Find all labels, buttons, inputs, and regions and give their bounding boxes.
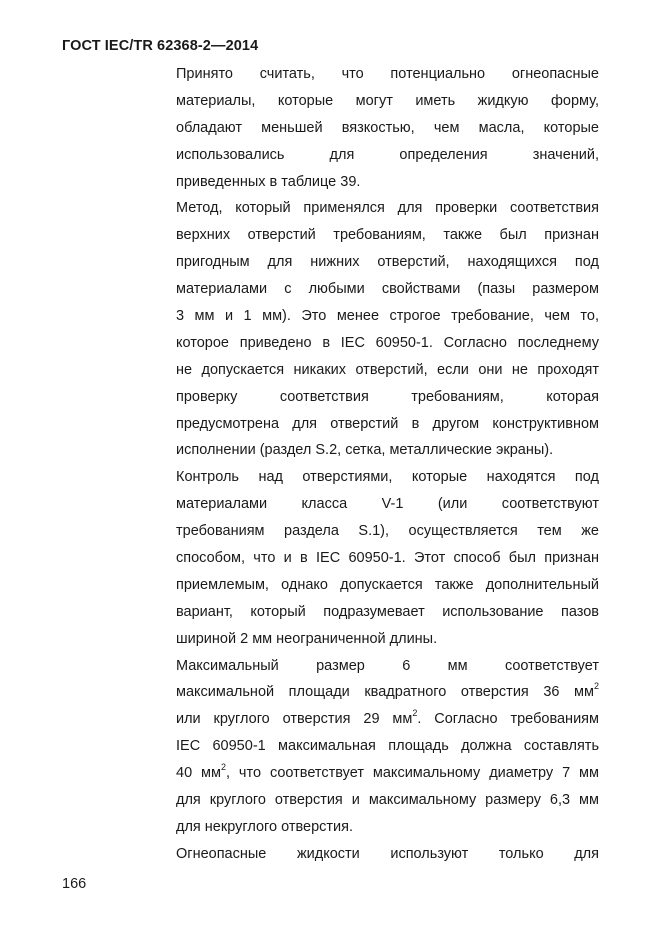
text-line	[176, 303, 599, 330]
text-line-content: приемлемым, однако допускается также дополнительный	[176, 576, 599, 593]
text-line	[176, 384, 599, 411]
text-line	[176, 545, 599, 572]
text-line-content: IEC 60950-1 максимальная площадь должна составлять	[176, 738, 599, 755]
paragraph	[176, 841, 599, 868]
text-line-content: для круглого отверстия и максимальному размеру 6,3 мм	[176, 792, 599, 809]
text-line-content: материалы, которые могут иметь жидкую форму,	[176, 92, 599, 109]
text-line-content: 3 мм и 1 мм). Это менее строгое требование, чем то,	[176, 308, 599, 325]
text-line-content: 40 мм	[176, 765, 221, 782]
text-line-content: Метод, который применялся для проверки соответствия	[176, 200, 599, 217]
superscript: 2	[412, 708, 418, 719]
text-line	[176, 195, 599, 222]
text-line-content: исполнении (раздел S.2, сетка, металлические экраны).	[176, 442, 554, 459]
text-line	[176, 679, 599, 706]
text-line	[176, 518, 599, 545]
text-line	[176, 330, 599, 357]
text-line	[176, 626, 599, 653]
text-line-continuation: , что соответствует максимальному диаметру 7 мм	[226, 765, 599, 782]
text-line	[176, 841, 599, 868]
text-line	[176, 760, 599, 787]
text-line	[176, 61, 599, 88]
text-line-content: верхних отверстий требованиям, также был признан	[176, 227, 599, 244]
text-line-continuation: . Согласно требованиям	[417, 711, 599, 728]
text-line-content: пригодным для нижних отверстий, находящихся под	[176, 254, 599, 271]
text-line	[176, 653, 599, 680]
text-line-content: материалами с любыми свойствами (пазы размером	[176, 281, 599, 298]
text-line-content: проверку соответствия требованиям, которая	[176, 388, 599, 405]
text-line	[176, 706, 599, 733]
text-line	[176, 276, 599, 303]
text-line-content: приведенных в таблице 39.	[176, 173, 361, 190]
text-line	[176, 733, 599, 760]
text-line	[176, 599, 599, 626]
document-body	[176, 61, 599, 868]
paragraph	[176, 653, 599, 841]
text-line	[176, 411, 599, 438]
text-line-content: Максимальный размер 6 мм соответствует	[176, 657, 599, 674]
text-line-content: или круглого отверстия 29 мм	[176, 711, 413, 728]
text-line-content: Контроль над отверстиями, которые находятся под	[176, 469, 599, 486]
text-line-content: способом, что и в IEC 60950-1. Этот способ был признан	[176, 550, 599, 567]
text-line-content: обладают меньшей вязкостью, чем масла, которые	[176, 119, 599, 136]
paragraph	[176, 464, 599, 652]
text-line-content: максимальной площади квадратного отверстия 36 мм	[176, 684, 594, 701]
text-line-content: вариант, который подразумевает использование пазов	[176, 603, 599, 620]
text-line-content: не допускается никаких отверстий, если они не проходят	[176, 361, 599, 378]
page-header-standard-code: ГОСТ IEC/TR 62368-2—2014	[62, 38, 259, 54]
text-line-content: использовались для определения значений,	[176, 146, 599, 163]
text-line	[176, 464, 599, 491]
page-number: 166	[62, 876, 87, 892]
text-line-content: которое приведено в IEC 60950-1. Согласно последнему	[176, 334, 599, 351]
text-line	[176, 88, 599, 115]
text-line	[176, 437, 599, 464]
text-line-content: требованиям раздела S.1), осуществляется тем же	[176, 523, 599, 540]
text-line-content: Принято считать, что потенциально огнеопасные	[176, 66, 599, 82]
text-line	[176, 491, 599, 518]
superscript: 2	[593, 681, 599, 692]
text-line	[176, 169, 599, 196]
text-line	[176, 357, 599, 384]
text-line-content: Огнеопасные жидкости используют только для	[176, 845, 599, 862]
paragraph	[176, 61, 599, 195]
text-line-content: предусмотрена для отверстий в другом конструктивном	[176, 415, 599, 432]
text-line	[176, 142, 599, 169]
text-line	[176, 787, 599, 814]
text-line	[176, 814, 599, 841]
text-line	[176, 115, 599, 142]
text-line	[176, 249, 599, 276]
text-line	[176, 572, 599, 599]
text-line-content: шириной 2 мм неограниченной длины.	[176, 630, 438, 647]
paragraph	[176, 195, 599, 464]
text-line-content: материалами класса V-1 (или соответствуют	[176, 496, 599, 513]
text-line	[176, 222, 599, 249]
text-line-content: для некруглого отверстия.	[176, 818, 354, 835]
superscript: 2	[220, 762, 226, 773]
